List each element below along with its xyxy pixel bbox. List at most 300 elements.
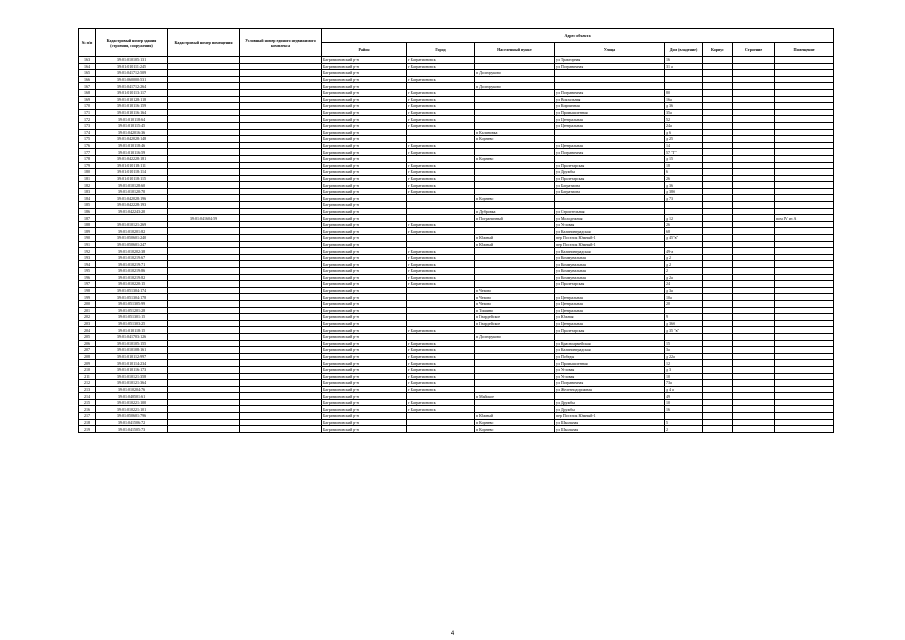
cell-cond-num bbox=[240, 129, 322, 136]
cell-cad-building: 39:01:051201:28 bbox=[96, 307, 168, 314]
cell-cad-room bbox=[168, 287, 240, 294]
cell-korpus bbox=[703, 261, 733, 268]
cell-cad-room bbox=[168, 300, 240, 307]
cell-district: Багратионовский р-н bbox=[322, 149, 407, 156]
cell-city bbox=[407, 136, 475, 143]
cell-cad-building: 39:01:010118:115 bbox=[96, 175, 168, 182]
table-row bbox=[79, 300, 834, 307]
cell-settlement: п Чехово bbox=[475, 294, 555, 301]
cell-korpus bbox=[703, 300, 733, 307]
cell-num: 199 bbox=[79, 294, 96, 301]
cell-district: Багратионовский р-н bbox=[322, 136, 407, 143]
cell-cond-num bbox=[240, 287, 322, 294]
cell-house: 5 bbox=[665, 419, 703, 426]
table-row bbox=[79, 70, 834, 77]
cell-korpus bbox=[703, 96, 733, 103]
cell-house bbox=[665, 76, 703, 83]
cell-building bbox=[733, 221, 775, 228]
cell-cad-room bbox=[168, 274, 240, 281]
cell-room bbox=[775, 268, 834, 275]
cell-num: 212 bbox=[79, 380, 96, 387]
cell-house bbox=[665, 202, 703, 209]
table-row bbox=[79, 274, 834, 281]
cell-street bbox=[555, 195, 665, 202]
cell-cad-building: 39:01:010201:82 bbox=[96, 228, 168, 235]
cell-settlement bbox=[475, 261, 555, 268]
cell-settlement bbox=[475, 122, 555, 129]
cell-building bbox=[733, 215, 775, 222]
cell-district: Багратионовский р-н bbox=[322, 314, 407, 321]
cell-room bbox=[775, 195, 834, 202]
cell-house: 15 bbox=[665, 340, 703, 347]
cell-cad-room bbox=[168, 155, 240, 162]
cell-settlement bbox=[475, 274, 555, 281]
cell-house: д 35 "в" bbox=[665, 327, 703, 334]
cell-street: ул Промышленная bbox=[555, 109, 665, 116]
cell-city bbox=[407, 393, 475, 400]
cell-korpus bbox=[703, 254, 733, 261]
cell-num: 164 bbox=[79, 63, 96, 70]
cell-district: Багратионовский р-н bbox=[322, 360, 407, 367]
cell-korpus bbox=[703, 109, 733, 116]
cell-building bbox=[733, 327, 775, 334]
cell-korpus bbox=[703, 142, 733, 149]
header-street: Улица bbox=[555, 43, 665, 57]
cell-settlement bbox=[475, 57, 555, 64]
cell-settlement bbox=[475, 281, 555, 288]
cell-cad-room bbox=[168, 182, 240, 189]
table-row bbox=[79, 235, 834, 242]
cell-house: 3а bbox=[665, 347, 703, 354]
cell-room bbox=[775, 360, 834, 367]
cell-settlement: п Южный bbox=[475, 235, 555, 242]
cell-house: 9 bbox=[665, 314, 703, 321]
cell-city bbox=[407, 320, 475, 327]
cell-cond-num bbox=[240, 281, 322, 288]
cell-korpus bbox=[703, 195, 733, 202]
cell-building bbox=[733, 419, 775, 426]
cell-num: 218 bbox=[79, 419, 96, 426]
cell-district: Багратионовский р-н bbox=[322, 347, 407, 354]
cell-street: пер Поселок Южный-1 bbox=[555, 241, 665, 248]
cell-korpus bbox=[703, 175, 733, 182]
cell-building bbox=[733, 373, 775, 380]
cell-district: Багратионовский р-н bbox=[322, 406, 407, 413]
cell-cad-building: 39:01:010105:155 bbox=[96, 340, 168, 347]
cell-city bbox=[407, 307, 475, 314]
cell-settlement: п Тишино bbox=[475, 307, 555, 314]
cell-district: Багратионовский р-н bbox=[322, 281, 407, 288]
table-row bbox=[79, 393, 834, 400]
table-row bbox=[79, 340, 834, 347]
cell-settlement bbox=[475, 268, 555, 275]
cell-building bbox=[733, 406, 775, 413]
cell-building bbox=[733, 122, 775, 129]
cell-cad-room bbox=[168, 419, 240, 426]
cell-cad-room bbox=[168, 228, 240, 235]
cell-korpus bbox=[703, 103, 733, 110]
cell-city: г Багратионовск bbox=[407, 373, 475, 380]
cell-city: г Багратионовск bbox=[407, 327, 475, 334]
cell-house: 49-а bbox=[665, 248, 703, 255]
cell-building bbox=[733, 182, 775, 189]
cell-city: г Багратионовск bbox=[407, 261, 475, 268]
table-row bbox=[79, 116, 834, 123]
cell-city: г Багратионовск bbox=[407, 169, 475, 176]
cell-city: г Багратионовск bbox=[407, 149, 475, 156]
cell-street: ул Пролетарская bbox=[555, 175, 665, 182]
cell-room bbox=[775, 57, 834, 64]
cell-korpus bbox=[703, 274, 733, 281]
cell-num: 177 bbox=[79, 149, 96, 156]
cell-settlement bbox=[475, 175, 555, 182]
cell-room bbox=[775, 413, 834, 420]
cell-house: 35а bbox=[665, 109, 703, 116]
cell-room bbox=[775, 399, 834, 406]
cell-settlement bbox=[475, 188, 555, 195]
cell-street: ул Пограничная bbox=[555, 380, 665, 387]
cell-street: ул Центральная bbox=[555, 294, 665, 301]
cell-cad-building: 39:01:041505:73 bbox=[96, 426, 168, 433]
cell-cad-building: 39:01:010121:364 bbox=[96, 380, 168, 387]
table-row bbox=[79, 254, 834, 261]
cell-street bbox=[555, 129, 665, 136]
cell-room bbox=[775, 380, 834, 387]
cell-korpus bbox=[703, 307, 733, 314]
cell-cad-building: 39:01:010121:358 bbox=[96, 373, 168, 380]
cell-cad-room bbox=[168, 208, 240, 215]
cell-korpus bbox=[703, 155, 733, 162]
cell-building bbox=[733, 103, 775, 110]
cell-settlement: п Корнево bbox=[475, 419, 555, 426]
cell-num: 217 bbox=[79, 413, 96, 420]
cell-korpus bbox=[703, 426, 733, 433]
cell-building bbox=[733, 175, 775, 182]
cell-street: ул Центральная bbox=[555, 307, 665, 314]
cell-district: Багратионовский р-н bbox=[322, 393, 407, 400]
cell-city: г Багратионовск bbox=[407, 386, 475, 393]
cell-house: 26 bbox=[665, 175, 703, 182]
cell-house: д 36 bbox=[665, 182, 703, 189]
header-room: Помещение bbox=[775, 43, 834, 57]
cell-cond-num bbox=[240, 109, 322, 116]
cell-korpus bbox=[703, 57, 733, 64]
table-row bbox=[79, 57, 834, 64]
cell-house: д 12 bbox=[665, 215, 703, 222]
cell-room bbox=[775, 208, 834, 215]
cell-cad-building: 39:01:050601:240 bbox=[96, 235, 168, 242]
cell-cond-num bbox=[240, 96, 322, 103]
cell-cond-num bbox=[240, 413, 322, 420]
cell-room bbox=[775, 373, 834, 380]
cell-num: 182 bbox=[79, 182, 96, 189]
cell-num: 163 bbox=[79, 57, 96, 64]
cell-house bbox=[665, 307, 703, 314]
cell-korpus bbox=[703, 149, 733, 156]
cell-cad-room bbox=[168, 235, 240, 242]
table-row bbox=[79, 195, 834, 202]
cell-cad-room bbox=[168, 70, 240, 77]
cell-building bbox=[733, 399, 775, 406]
cell-house: 2 bbox=[665, 426, 703, 433]
cell-street bbox=[555, 333, 665, 340]
cell-building bbox=[733, 248, 775, 255]
cell-cond-num bbox=[240, 347, 322, 354]
cell-korpus bbox=[703, 202, 733, 209]
cell-settlement bbox=[475, 221, 555, 228]
cell-room bbox=[775, 426, 834, 433]
cell-settlement: п Корнево bbox=[475, 155, 555, 162]
cell-korpus bbox=[703, 287, 733, 294]
cell-room bbox=[775, 122, 834, 129]
cell-house: д 22а bbox=[665, 353, 703, 360]
cell-cad-building: 39:01:010121:269 bbox=[96, 221, 168, 228]
cell-district: Багратионовский р-н bbox=[322, 353, 407, 360]
cell-district: Багратионовский р-н bbox=[322, 419, 407, 426]
cell-cad-building: 39:01:010118:46 bbox=[96, 142, 168, 149]
cell-house: д 73 bbox=[665, 195, 703, 202]
cell-cad-room bbox=[168, 142, 240, 149]
cell-district: Багратионовский р-н bbox=[322, 320, 407, 327]
cell-num: 170 bbox=[79, 103, 96, 110]
cell-cad-room bbox=[168, 254, 240, 261]
header-address: Адрес объекта bbox=[322, 29, 834, 43]
table-row bbox=[79, 149, 834, 156]
cell-building bbox=[733, 155, 775, 162]
cell-settlement bbox=[475, 248, 555, 255]
cell-room bbox=[775, 393, 834, 400]
cell-settlement bbox=[475, 169, 555, 176]
cell-korpus bbox=[703, 360, 733, 367]
table-row bbox=[79, 307, 834, 314]
cell-num: 204 bbox=[79, 327, 96, 334]
cell-num: 200 bbox=[79, 300, 96, 307]
table-row bbox=[79, 162, 834, 169]
cell-city bbox=[407, 241, 475, 248]
cell-street: ул Пролетарская bbox=[555, 281, 665, 288]
cell-house: 10 bbox=[665, 399, 703, 406]
cell-street: ул Промышленная bbox=[555, 360, 665, 367]
cell-settlement: п Гвардейское bbox=[475, 314, 555, 321]
cell-room bbox=[775, 294, 834, 301]
cell-city: г Багратионовск bbox=[407, 353, 475, 360]
cell-building bbox=[733, 294, 775, 301]
cell-street: ул Пограничная bbox=[555, 149, 665, 156]
cell-cond-num bbox=[240, 202, 322, 209]
cell-settlement: п Долгоруково bbox=[475, 333, 555, 340]
cell-cad-room bbox=[168, 327, 240, 334]
cell-cond-num bbox=[240, 136, 322, 143]
table-row bbox=[79, 221, 834, 228]
cell-street: ул Коммунальная bbox=[555, 254, 665, 261]
table-row bbox=[79, 96, 834, 103]
cell-building bbox=[733, 195, 775, 202]
table-row bbox=[79, 406, 834, 413]
cell-room bbox=[775, 162, 834, 169]
table-row bbox=[79, 182, 834, 189]
cell-district: Багратионовский р-н bbox=[322, 413, 407, 420]
cell-district: Багратионовский р-н bbox=[322, 333, 407, 340]
cell-cond-num bbox=[240, 182, 322, 189]
cell-building bbox=[733, 149, 775, 156]
cell-cad-building: 39:01:060000:531 bbox=[96, 76, 168, 83]
cell-cad-room bbox=[168, 399, 240, 406]
cell-cond-num bbox=[240, 70, 322, 77]
cell-district: Багратионовский р-н bbox=[322, 274, 407, 281]
cell-cond-num bbox=[240, 208, 322, 215]
cell-cond-num bbox=[240, 169, 322, 176]
cell-settlement: п Калиновка bbox=[475, 129, 555, 136]
cell-street bbox=[555, 202, 665, 209]
cell-cad-room bbox=[168, 96, 240, 103]
cell-district: Багратионовский р-н bbox=[322, 300, 407, 307]
table-row bbox=[79, 248, 834, 255]
cell-settlement bbox=[475, 360, 555, 367]
cell-cond-num bbox=[240, 399, 322, 406]
cell-num: 201 bbox=[79, 307, 96, 314]
cell-district: Багратионовский р-н bbox=[322, 182, 407, 189]
cell-cad-room bbox=[168, 149, 240, 156]
cell-house: д 45"в" bbox=[665, 235, 703, 242]
cell-room bbox=[775, 70, 834, 77]
cell-cond-num bbox=[240, 393, 322, 400]
cell-building bbox=[733, 268, 775, 275]
cell-house: 14 bbox=[665, 142, 703, 149]
table-row bbox=[79, 202, 834, 209]
cell-settlement bbox=[475, 228, 555, 235]
table-row bbox=[79, 63, 834, 70]
cell-cad-room bbox=[168, 261, 240, 268]
cell-cond-num bbox=[240, 83, 322, 90]
cell-num: 206 bbox=[79, 340, 96, 347]
cell-cond-num bbox=[240, 221, 322, 228]
cell-street: ул Красноармейская bbox=[555, 340, 665, 347]
page-number: 4 bbox=[450, 631, 455, 637]
cell-street bbox=[555, 70, 665, 77]
cell-cad-building: 39:01:010115:45 bbox=[96, 122, 168, 129]
cell-room bbox=[775, 419, 834, 426]
cell-cond-num bbox=[240, 268, 322, 275]
cell-room bbox=[775, 347, 834, 354]
cell-room bbox=[775, 320, 834, 327]
cell-korpus bbox=[703, 347, 733, 354]
cell-city bbox=[407, 426, 475, 433]
cell-settlement: п Долгоруково bbox=[475, 83, 555, 90]
cell-street: ул Коммунальная bbox=[555, 268, 665, 275]
cell-settlement: п Пограничный bbox=[475, 215, 555, 222]
cell-city: г Багратионовск bbox=[407, 254, 475, 261]
cell-cad-building: 39:01:042028:196 bbox=[96, 195, 168, 202]
cell-city: г Багратионовск bbox=[407, 76, 475, 83]
cell-korpus bbox=[703, 83, 733, 90]
cell-cad-building bbox=[96, 215, 168, 222]
cell-district: Багратионовский р-н bbox=[322, 399, 407, 406]
cell-district: Багратионовский р-н bbox=[322, 155, 407, 162]
cell-house: 10а bbox=[665, 294, 703, 301]
cell-building bbox=[733, 208, 775, 215]
cell-district: Багратионовский р-н bbox=[322, 76, 407, 83]
cell-settlement bbox=[475, 353, 555, 360]
cell-settlement: п Гвардейское bbox=[475, 320, 555, 327]
cell-district: Багратионовский р-н bbox=[322, 202, 407, 209]
cell-korpus bbox=[703, 393, 733, 400]
cell-cond-num bbox=[240, 320, 322, 327]
cell-building bbox=[733, 320, 775, 327]
cell-street bbox=[555, 136, 665, 143]
cell-cond-num bbox=[240, 261, 322, 268]
cell-house bbox=[665, 413, 703, 420]
cell-district: Багратионовский р-н bbox=[322, 188, 407, 195]
cell-building bbox=[733, 89, 775, 96]
cell-cond-num bbox=[240, 366, 322, 373]
cell-cond-num bbox=[240, 89, 322, 96]
cell-city: г Багратионовск bbox=[407, 221, 475, 228]
cell-cad-building: 39:01:010221:100 bbox=[96, 399, 168, 406]
cell-num: 176 bbox=[79, 142, 96, 149]
cell-settlement bbox=[475, 386, 555, 393]
header-settlement: Населенный пункт bbox=[475, 43, 555, 57]
cell-building bbox=[733, 314, 775, 321]
cell-street: ул Калининградская bbox=[555, 248, 665, 255]
table-row bbox=[79, 399, 834, 406]
cell-num: 193 bbox=[79, 254, 96, 261]
cell-cad-building: 39:01:010116:164 bbox=[96, 109, 168, 116]
cell-district: Багратионовский р-н bbox=[322, 241, 407, 248]
cell-cond-num bbox=[240, 228, 322, 235]
cell-street: ул Дружбы bbox=[555, 406, 665, 413]
cell-cond-num bbox=[240, 235, 322, 242]
cell-num: 172 bbox=[79, 116, 96, 123]
cell-room bbox=[775, 63, 834, 70]
cell-room bbox=[775, 109, 834, 116]
cell-cond-num bbox=[240, 188, 322, 195]
table-row bbox=[79, 281, 834, 288]
cell-cad-room bbox=[168, 57, 240, 64]
cell-num: 202 bbox=[79, 314, 96, 321]
cell-korpus bbox=[703, 419, 733, 426]
cell-cond-num bbox=[240, 333, 322, 340]
cell-cond-num bbox=[240, 380, 322, 387]
table-row bbox=[79, 83, 834, 90]
cell-city: г Багратионовск bbox=[407, 142, 475, 149]
cell-house: 52 bbox=[665, 116, 703, 123]
cell-district: Багратионовский р-н bbox=[322, 103, 407, 110]
cell-cad-room bbox=[168, 221, 240, 228]
cell-district: Багратионовский р-н bbox=[322, 307, 407, 314]
cell-room bbox=[775, 76, 834, 83]
cell-district: Багратионовский р-н bbox=[322, 162, 407, 169]
cell-city bbox=[407, 413, 475, 420]
cell-district: Багратионовский р-н bbox=[322, 96, 407, 103]
cell-street: ул Пролетарская bbox=[555, 162, 665, 169]
cell-room bbox=[775, 254, 834, 261]
cell-cond-num bbox=[240, 353, 322, 360]
cell-cond-num bbox=[240, 419, 322, 426]
cell-room bbox=[775, 327, 834, 334]
cell-cond-num bbox=[240, 327, 322, 334]
cell-korpus bbox=[703, 340, 733, 347]
cell-room bbox=[775, 333, 834, 340]
cell-cad-room bbox=[168, 162, 240, 169]
cell-korpus bbox=[703, 221, 733, 228]
cell-room bbox=[775, 281, 834, 288]
cell-num: 179 bbox=[79, 162, 96, 169]
cell-building bbox=[733, 188, 775, 195]
cell-cad-room bbox=[168, 248, 240, 255]
cell-room bbox=[775, 287, 834, 294]
header-cad-building: Кадастровый номер здания (строения, сооружения) bbox=[96, 29, 168, 57]
cell-cad-building: 39:01:010219:82 bbox=[96, 274, 168, 281]
